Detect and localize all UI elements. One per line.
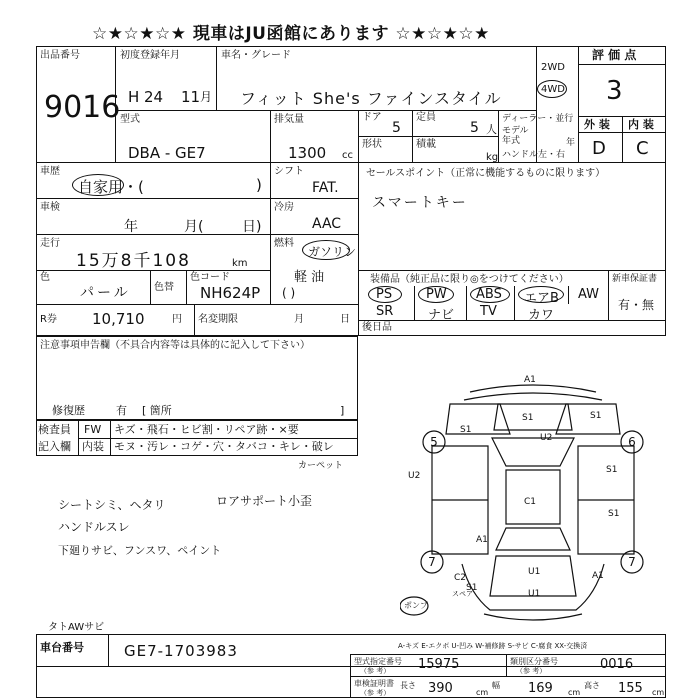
mileage-unit: km — [232, 258, 248, 269]
inspection-label: 車検 — [40, 202, 60, 213]
equip-sep1 — [414, 286, 415, 320]
type-desig-sub: （参 考） — [360, 667, 391, 675]
score-mid — [622, 116, 623, 162]
mileage-value: 15万8千108 — [76, 251, 191, 271]
recycle-value: 10,710 — [92, 310, 145, 328]
equip-item-leather: カワ — [528, 308, 555, 323]
remark-2: ロアサポート小歪 — [216, 494, 313, 508]
equip-item-aw: AW — [578, 287, 600, 302]
equip-line — [358, 270, 666, 271]
displacement-label: 排気量 — [274, 114, 304, 125]
front-bumper-outline — [470, 385, 596, 392]
remark-4: 下廻りサビ、フンスワ、ペイント — [58, 544, 222, 557]
height-label: 高さ — [584, 681, 600, 690]
doors-value: 5 — [392, 120, 401, 136]
damage-legend: A-キズ E-エクボ U-凹み W-補修跡 S-サビ C-腐食 XX-交換済 — [398, 642, 588, 650]
class-number-sub: （参 考） — [516, 667, 547, 675]
model-value: DBA - GE7 — [128, 144, 206, 162]
diag-mark-s1-f: S1 — [466, 583, 478, 593]
length-unit: cm — [476, 688, 489, 697]
tire-value-fl: 5 — [430, 435, 438, 449]
equip-item-abs: ABS — [476, 287, 502, 302]
mid-col-divider — [358, 162, 359, 336]
recycle-label: R券 — [40, 314, 57, 325]
lot-label: 出品番号 — [40, 50, 80, 61]
height-unit: cm — [652, 688, 665, 697]
displacement-value: 1300 — [288, 144, 327, 162]
equip-item-sr: SR — [376, 304, 394, 319]
score-line — [578, 64, 666, 65]
warranty-label: 新車保証書 — [612, 274, 658, 284]
reg-month-unit: 月 — [200, 90, 213, 104]
diag-mark-s1-d: S1 — [606, 465, 618, 475]
color-code-value: NH624P — [200, 284, 261, 302]
diag-mark-u1-a: U1 — [528, 567, 541, 577]
cap-divider — [412, 110, 413, 136]
windshield-outline — [492, 438, 574, 466]
warranty-divider — [608, 270, 609, 320]
height-value: 155 — [618, 681, 643, 696]
row2-line — [36, 162, 666, 163]
inspection-day: 日) — [242, 219, 262, 235]
history-label: 車歴 — [40, 166, 60, 177]
equip-sep4 — [568, 286, 569, 304]
score-label: 評 価 点 — [592, 48, 637, 62]
equip-abs-circle — [470, 286, 510, 303]
diag-mark-a1-side: A1 — [476, 535, 488, 545]
inspector-interior: 内装 — [82, 440, 104, 453]
color-value: パール — [80, 285, 131, 301]
dealer-label: ディーラー・並行 — [502, 114, 574, 124]
color-divider2 — [186, 270, 187, 304]
ext-grade: D — [592, 138, 606, 159]
doors-label: ドア — [362, 112, 382, 123]
load-label: 積載 — [416, 139, 436, 150]
length-value: 390 — [428, 681, 453, 696]
mileage-label: 走行 — [40, 238, 60, 249]
inspector-carpet: カーペット — [298, 461, 344, 471]
diag-mark-u1-b: U1 — [528, 589, 541, 599]
width-unit: cm — [568, 688, 581, 697]
lot-number: 9016 — [44, 90, 121, 125]
width-value: 169 — [528, 681, 553, 696]
length-label: 長さ — [400, 681, 416, 690]
inspector-div2 — [110, 420, 111, 456]
sales-point-value: スマートキー — [372, 195, 468, 211]
recycle-divider — [194, 304, 195, 336]
notes-label: 注意事項申告欄（不具合内容等は具体的に記入して下さい） — [40, 340, 310, 351]
later-docs-label: 後日品 — [362, 322, 392, 333]
diag-mark-s1-c: S1 — [590, 411, 602, 421]
repair-bracket: ] — [340, 404, 345, 417]
reg-divider — [216, 46, 217, 110]
inspection-month: 月( — [184, 219, 204, 235]
int-label: 内 装 — [628, 118, 654, 131]
ext-label: 外 装 — [584, 118, 610, 131]
bottom-mid-div — [506, 654, 507, 676]
reg-year: 24 — [144, 88, 164, 106]
equip-sep3 — [514, 286, 515, 320]
diag-mark-s1-b: S1 — [522, 413, 534, 423]
drive-4wd-circle — [537, 80, 567, 98]
fuel-gas-circle — [302, 240, 350, 260]
warranty-value: 有・無 — [618, 298, 655, 312]
recycle-unit: 円 — [172, 314, 182, 325]
repair-place: [ 箇所 — [142, 404, 172, 417]
inspection-year: 年 — [124, 219, 138, 235]
repair-place-text: 箇所 — [149, 404, 172, 417]
diag-mark-u2-a: U2 — [540, 433, 553, 443]
car-diagram — [400, 374, 666, 630]
int-grade: C — [636, 138, 649, 159]
row2-mid — [358, 136, 498, 137]
disp-divider — [270, 110, 271, 162]
tire-value-rr: 7 — [628, 555, 636, 569]
name-change-day: 日 — [340, 314, 350, 325]
class-number-label: 類別区分番号 — [510, 657, 558, 666]
equip-item-navi: ナビ — [428, 308, 455, 323]
diag-mark-s1-e: S1 — [608, 509, 620, 519]
diag-mark-a1-rear: A1 — [592, 571, 604, 581]
row5-line — [36, 270, 270, 271]
repair-value: 有 — [116, 404, 127, 417]
chassis-div — [108, 634, 109, 666]
diag-mark-u2-b: U2 — [408, 471, 421, 481]
score-value: 3 — [606, 76, 623, 106]
capacity-label: 定員 — [416, 112, 436, 123]
reg-month: 11 — [181, 88, 201, 106]
inspector-label1: 検査員 — [38, 423, 71, 436]
rear-bumper-outline — [484, 614, 582, 620]
remark-3: ハンドルスレ — [58, 520, 130, 534]
row3-line — [36, 198, 358, 199]
inspector-label2: 記入欄 — [38, 440, 71, 453]
displacement-unit: cc — [342, 150, 353, 161]
equip-item-airbag: エアB — [524, 291, 559, 306]
load-divider — [412, 136, 413, 162]
shape-label: 形状 — [362, 139, 382, 150]
sales-point-label: セールスポイント（正常に機能するものに限ります） — [366, 168, 606, 179]
dealer-year-unit: 年 — [566, 138, 576, 148]
spare-text: スペア — [452, 590, 473, 598]
diag-mark-c2: C2 — [454, 573, 467, 583]
fuel-label: 燃料 — [274, 238, 294, 249]
remark-5: タトAWサビ — [48, 622, 105, 633]
color-label: 色 — [40, 272, 50, 283]
tire-value-fr: 6 — [628, 435, 636, 449]
equipment-label: 装備品（純正品に限り◎をつけてください） — [370, 274, 569, 285]
aircon-label: 冷房 — [274, 202, 294, 213]
equip-sep2 — [466, 286, 467, 320]
aircon-value: AAC — [312, 216, 342, 232]
fuel-paren: ( ) — [282, 286, 296, 300]
equip-line2 — [358, 320, 666, 321]
diag-mark-c1: C1 — [524, 497, 537, 507]
history-close: ) — [256, 176, 262, 194]
type-desig-label: 型式指定番号 — [354, 657, 402, 666]
registration-label: 初度登録年月 — [120, 50, 180, 61]
dealer-divider — [498, 110, 499, 162]
header-banner: ☆★☆★☆★ 現車はJU函館にあります ☆★☆★☆★ — [92, 24, 490, 44]
name-change-month: 月 — [294, 314, 304, 325]
inspector-row2: モヌ・汚レ・コゲ・穴・タバコ・キレ・破レ — [114, 440, 334, 453]
drive-divider — [536, 46, 537, 162]
car-name-value: フィット She's ファインスタイル — [240, 89, 502, 108]
row4-line — [36, 234, 358, 235]
drive-2wd: 2WD — [541, 62, 565, 73]
car-name-label: 車名・グレード — [221, 50, 291, 61]
chassis-value: GE7-1703983 — [124, 642, 238, 660]
history-value: 自家用・( — [78, 178, 144, 196]
capacity-unit: 人 — [486, 123, 497, 136]
inspector-fw: FW — [84, 423, 102, 436]
dealer-year-label: 年式 — [502, 136, 521, 146]
reg-era: H — [128, 88, 140, 106]
bottom-line2 — [350, 676, 666, 677]
diag-mark-a1-front: A1 — [524, 375, 536, 385]
rear-window-outline — [496, 528, 570, 550]
drive-4wd: 4WD — [541, 84, 565, 95]
handle-label: ハンドル — [502, 150, 539, 160]
remark-1: シートシミ、ヘタリ — [58, 498, 166, 512]
equip-airbag-circle — [518, 286, 564, 303]
bottom-line1 — [36, 666, 666, 667]
load-unit: kg — [486, 152, 499, 163]
hood-top-outline — [464, 393, 602, 400]
tire-value-rl: 7 — [428, 555, 436, 569]
inspector-mid — [78, 438, 358, 439]
class-number-value: 0016 — [600, 657, 634, 672]
type-desig-value: 15975 — [418, 657, 460, 672]
inspector-row1: キズ・飛石・ヒビ割・リペア跡・×要 — [114, 423, 299, 436]
fuel-gas: ガソリン — [308, 245, 357, 259]
equip-item-pw: PW — [426, 287, 447, 302]
color-divider — [150, 270, 151, 304]
equip-item-tv: TV — [480, 304, 497, 319]
equip-pw-circle — [418, 286, 454, 303]
handle-options: 左・右 — [538, 150, 566, 160]
color-change-label: 色替 — [154, 282, 174, 293]
row6-line — [36, 304, 358, 305]
dimensions-label: 車検証明書 — [354, 679, 394, 688]
capacity-value: 5 — [470, 120, 479, 136]
spare-label: ポンプ — [404, 601, 428, 610]
shift-label: シフト — [274, 166, 304, 177]
shift-value: FAT. — [312, 180, 339, 196]
bottom-line0 — [350, 654, 666, 655]
repair-label: 修復歴 — [52, 404, 85, 417]
width-label: 幅 — [492, 681, 500, 690]
chassis-label: 車台番号 — [40, 641, 84, 654]
dealer-model-label: モデル — [502, 126, 529, 136]
row1-line — [116, 110, 536, 111]
fuel-diesel: 軽 油 — [294, 270, 325, 285]
name-change-label: 名変期限 — [198, 314, 238, 325]
equip-item-ps: PS — [376, 287, 393, 302]
history-circle — [72, 174, 124, 196]
dimensions-sub: （参 考） — [360, 689, 391, 697]
diag-mark-s1-a: S1 — [460, 425, 472, 435]
color-code-label: 色コード — [190, 272, 230, 283]
model-label: 型式 — [120, 114, 140, 125]
left-col-divider — [270, 162, 271, 304]
equip-ps-circle — [368, 286, 402, 303]
